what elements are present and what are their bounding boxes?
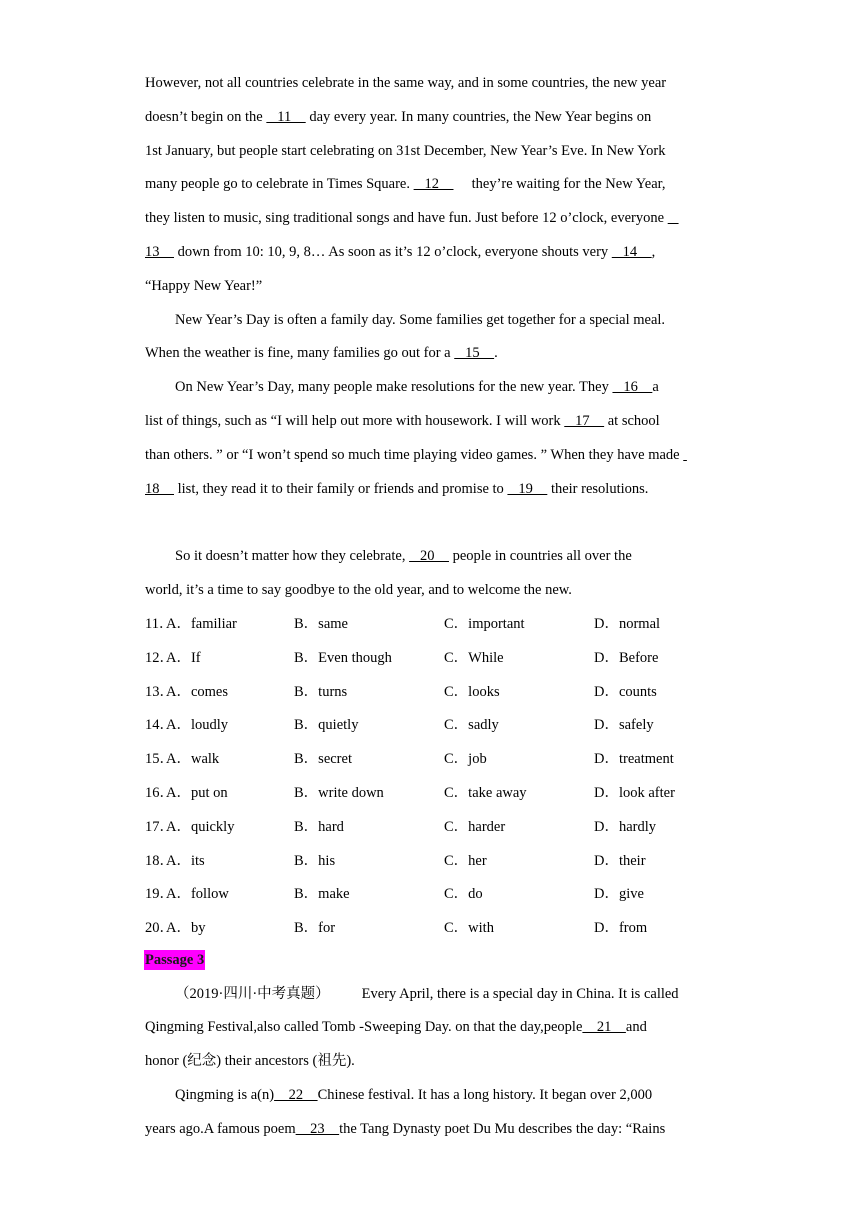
answer-option-c: C．job [444,751,487,767]
answer-option-c: C．While [444,650,504,666]
question-number: 19． [145,886,174,902]
text: the Tang Dynasty poet Du Mu describes the day: “Rains [339,1121,666,1137]
text: world, it’s a time to say goodbye to the old year, and to welcome the new. [145,582,572,598]
answer-option-c: C．with [444,920,494,936]
question-number: 13． [145,684,174,700]
answer-option-a: A．If [166,650,201,666]
text: day every year. In many countries, the New Year begins on [305,109,652,125]
text: list of things, such as “I will help out more with housework. I will work [145,413,565,429]
answer-option-c: C．sadly [444,717,499,733]
answer-option-c: C．looks [444,684,500,700]
text: at school [604,413,660,429]
blank-13: 13 [145,244,174,260]
blank-16: 16 [612,379,653,395]
answer-option-d: D．Before [594,650,659,666]
text: and [625,1019,647,1035]
text: Chinese festival. It has a long history. It began over 2,000 [317,1087,653,1103]
text: Qingming Festival,also called Tomb -Sweeping Day. on that the day,people [145,1019,583,1035]
blank-17: 17 [564,413,605,429]
question-number: 14． [145,717,174,733]
answer-option-c: C．her [444,853,487,869]
answer-option-b: B．Even though [294,650,392,666]
answer-option-d: D．treatment [594,751,674,767]
text: However, not all countries celebrate in the same way, and in some countries, the new year [145,75,667,91]
text: . [494,345,498,361]
passage-line [175,1085,652,1105]
text: On New Year’s Day, many people make resolutions for the new year. They [175,379,613,395]
text: they listen to music, sing traditional songs and have fun. Just before 12 o’clock, everyone [145,210,668,226]
passage-label: Passage 3 [145,952,205,968]
passage-line [145,445,687,465]
text: list, they read it to their family or friends and promise to [174,481,508,497]
answer-option-b: B．quietly [294,717,359,733]
text: New Year’s Day is often a family day. Some families get together for a special meal. [175,312,666,328]
answer-option-a: A．loudly [166,717,229,733]
answer-option-d: D．look after [594,785,675,801]
text: 1st January, but people start celebrating on 31st December, New Year’s Eve. In New York [145,143,666,159]
answer-option-c: C．take away [444,785,527,801]
text: Qingming is a(n) [175,1087,275,1103]
question-number: 11． [145,616,174,632]
passage-line [145,73,666,93]
answer-option-b: B．hard [294,819,344,835]
passage-line [175,310,665,330]
blank-18: 18 [145,481,174,497]
blank-15: 15 [454,345,495,361]
text: honor (纪念) their ancestors (祖先). [145,1053,355,1069]
blank-21: 21 [582,1019,626,1035]
answer-option-c: C．do [444,886,483,902]
answer-option-b: B．his [294,853,336,869]
answer-option-d: D．counts [594,684,657,700]
passage-line [145,107,651,127]
blank-11: 11 [266,109,306,125]
answer-option-a: A．its [166,853,205,869]
answer-option-d: D．give [594,886,644,902]
text: people in countries all over the [448,548,632,564]
text: down from 10: 10, 9, 8… As soon as it’s 12 o’clock, everyone shouts very [174,244,612,260]
passage-line [145,1119,665,1139]
blank-14: 14 [611,244,652,260]
blank-20: 20 [409,548,449,564]
answer-option-d: D．safely [594,717,654,733]
passage-line [175,377,659,397]
passage-line [145,242,655,262]
answer-option-d: D．normal [594,616,661,632]
passage-line [175,546,632,566]
blank-18-start [683,447,687,463]
text: many people go to celebrate in Times Square. [145,176,414,192]
answer-option-b: B．for [294,920,336,936]
text: So it doesn’t matter how they celebrate, [175,548,410,564]
answer-option-b: B．make [294,886,350,902]
blank-23: 23 [295,1121,340,1137]
text: than others. ” or “I won’t spend so much time playing video games. ” When they have made [145,447,684,463]
answer-option-a: A．comes [166,684,229,700]
passage-line [145,141,666,161]
answer-option-b: B．turns [294,684,348,700]
text: When the weather is fine, many families go out for a [145,345,455,361]
text: doesn’t begin on the [145,109,267,125]
text: a [652,379,659,395]
blank-13-start [668,210,679,226]
source-note: （2019·四川·中考真题） [175,986,330,1002]
blank-22: 22 [274,1087,318,1103]
question-number: 16． [145,785,174,801]
answer-option-a: A．quickly [166,819,235,835]
text: they’re waiting for the New Year, [453,176,666,192]
answer-option-c: C．harder [444,819,506,835]
question-number: 12． [145,650,174,666]
question-number: 17． [145,819,174,835]
answer-option-a: A．walk [166,751,220,767]
answer-option-c: C．important [444,616,525,632]
passage-line [145,1017,647,1037]
passage-line [145,276,262,296]
answer-option-b: B．secret [294,751,352,767]
question-number: 20． [145,920,174,936]
answer-option-d: D．hardly [594,819,657,835]
answer-option-d: D．from [594,920,648,936]
answer-option-d: D．their [594,853,646,869]
answer-option-a: A．follow [166,886,229,902]
passage-line [175,984,679,1004]
answer-option-b: B．write down [294,785,384,801]
text: years ago.A famous poem [145,1121,296,1137]
text: their resolutions. [547,481,649,497]
passage-line [145,343,498,363]
text: , [651,244,656,260]
passage-line [145,1051,355,1071]
question-number: 15． [145,751,174,767]
passage-line [145,411,660,431]
blank-12: 12 [413,176,454,192]
question-number: 18． [145,853,174,869]
passage-line [145,174,666,194]
answer-option-a: A．by [166,920,206,936]
text: Every April, there is a special day in China. It is called [361,986,679,1002]
passage-line [145,208,679,228]
blank-19: 19 [507,481,548,497]
passage-line [145,479,648,499]
passage-line [145,580,572,600]
answer-option-b: B．same [294,616,348,632]
answer-option-a: A．put on [166,785,228,801]
answer-option-a: A．familiar [166,616,237,632]
text: “Happy New Year!” [145,278,263,294]
